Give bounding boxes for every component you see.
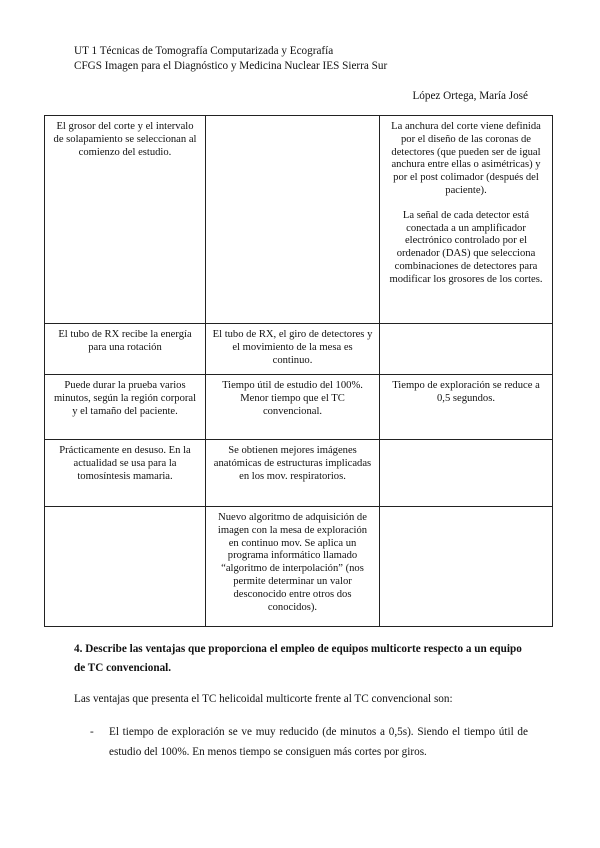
document-header	[74, 44, 387, 73]
table-cell	[206, 507, 380, 627]
table-cell	[45, 375, 206, 440]
header-school-line: CFGS Imagen para el Diagnóstico y Medicina Nuclear IES Sierra Sur	[74, 59, 388, 72]
cell-text: El grosor del corte y el intervalo de solapamiento se seleccionan al comienzo del estudio.	[53, 121, 197, 158]
cell-text: Tiempo de exploración se reduce a 0,5 segundos.	[392, 380, 540, 404]
list-item	[90, 722, 528, 762]
table-cell	[206, 375, 380, 440]
table-row	[45, 440, 553, 507]
table-cell-empty	[380, 440, 553, 507]
table-cell-empty	[380, 507, 553, 627]
cell-text: Prácticamente en desuso. En la actualidad se usa para la tomosíntesis mamaria.	[59, 445, 191, 482]
cell-text: La señal de cada detector está conectada a un amplificador electrónico controlado por el ordenador (DAS) que selecciona combinaciones de detectores para modificar los grosores de los cortes.	[389, 209, 543, 285]
cell-text: El tubo de RX recibe la energía para una rotación	[58, 329, 192, 353]
cell-text: Se obtienen mejores imágenes anatómicas de estructuras implicadas en los mov. respiratorios.	[213, 445, 372, 482]
table-cell	[45, 440, 206, 507]
comparison-table	[44, 115, 553, 627]
table-cell-empty	[45, 507, 206, 627]
intro-paragraph: Las ventajas que presenta el TC helicoidal multicorte frente al TC convencional son:	[74, 693, 453, 705]
cell-text: El tubo de RX, el giro de detectores y el movimiento de la mesa es continuo.	[212, 329, 373, 366]
table-cell-empty	[206, 116, 380, 324]
cell-text: Puede durar la prueba varios minutos, según la región corporal y el tamaño del paciente.	[53, 380, 197, 417]
table-row	[45, 375, 553, 440]
table-cell	[45, 116, 206, 324]
bullet-text: El tiempo de exploración se ve muy reducido (de minutos a 0,5s). Siendo el tiempo útil de estudio del 100%. En menos tiempo se consiguen más cortes por giros.	[109, 726, 528, 758]
table-cell-empty	[380, 324, 553, 375]
table-row	[45, 324, 553, 375]
author-name: López Ortega, María José	[412, 90, 528, 102]
table-row	[45, 116, 553, 324]
table-cell	[45, 324, 206, 375]
cell-text: La anchura del corte viene definida por el diseño de las coronas de detectores (que pueden ser de igual anchura entre ellas o asimétricas) y por el post colimador (después del paciente).	[391, 121, 541, 196]
question-heading: 4. Describe las ventajas que proporciona el empleo de equipos multicorte respecto a un equipo de TC convencional.	[74, 643, 522, 674]
header-course-line: UT 1 Técnicas de Tomografía Computarizada y Ecografía	[74, 45, 334, 57]
table-cell	[206, 324, 380, 375]
cell-text: Nuevo algoritmo de adquisición de imagen con la mesa de exploración en continuo mov. Se aplica un programa informático llamado “algoritmo de interpolación” (nos permite determinar un valor desconocido entre otros dos conocidos).	[217, 512, 368, 613]
table-cell	[380, 375, 553, 440]
table-cell	[380, 116, 553, 324]
cell-text: Tiempo útil de estudio del 100%. Menor tiempo que el TC convencional.	[222, 380, 363, 417]
table-row	[45, 507, 553, 627]
table-cell	[206, 440, 380, 507]
bullet-dash: -	[90, 726, 94, 738]
